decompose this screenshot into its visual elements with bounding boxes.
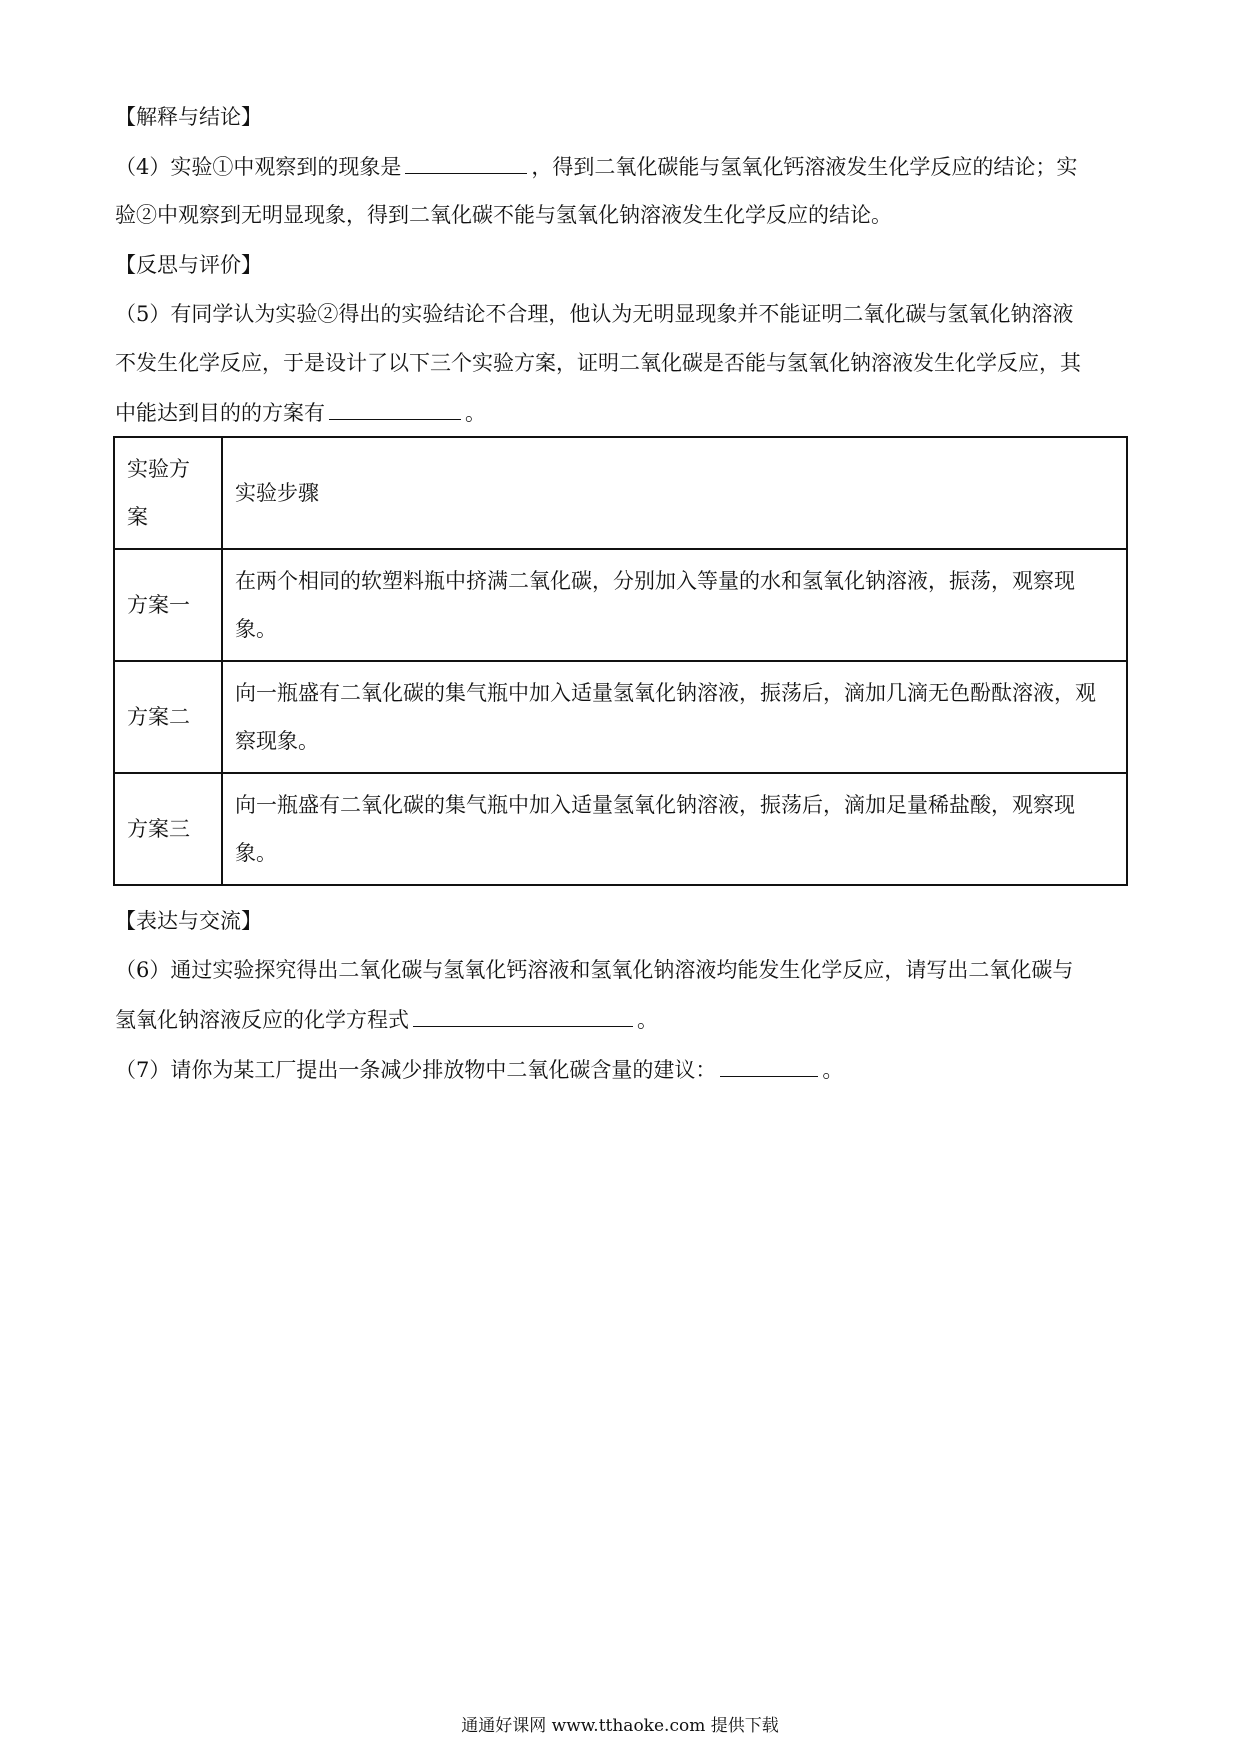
question-6-line-2	[115, 1004, 1125, 1035]
q5-prefix: 中能达到目的的方案有	[115, 401, 325, 425]
question-5-line-2: 不发生化学反应，于是设计了以下三个实验方案，证明二氧化碳是否能与氢氧化钠溶液发生化学反应，其	[115, 351, 1081, 375]
plan-name-cell: 方案一	[114, 549, 222, 661]
question-6-line-1: （6）通过实验探究得出二氧化碳与氢氧化钙溶液和氢氧化钠溶液均能发生化学反应，请写出二氧化碳与	[115, 958, 1074, 982]
section-heading-express: 【表达与交流】	[115, 909, 262, 933]
q7-answer-blank[interactable]	[720, 1054, 818, 1077]
q5-answer-blank[interactable]	[329, 397, 461, 420]
q7-suffix: 。	[822, 1058, 844, 1082]
plan-steps-cell: 在两个相同的软塑料瓶中挤满二氧化碳，分别加入等量的水和氢氧化钠溶液，振荡，观察现象。	[222, 549, 1127, 661]
table-row	[114, 661, 1127, 773]
table-header-row	[114, 437, 1127, 549]
header-steps-cell: 实验步骤	[222, 437, 1127, 549]
question-5-line-3	[115, 397, 1125, 428]
question-4-line-1	[115, 151, 1125, 182]
q5-suffix: 。	[465, 401, 486, 425]
plan-steps-cell: 向一瓶盛有二氧化碳的集气瓶中加入适量氢氧化钠溶液，振荡后，滴加几滴无色酚酞溶液，观察现象。	[222, 661, 1127, 773]
question-7-line	[115, 1054, 1125, 1085]
q4-suffix: ，得到二氧化碳能与氢氧化钙溶液发生化学反应的结论；实	[531, 155, 1078, 179]
q6-prefix: 氢氧化钠溶液反应的化学方程式	[115, 1008, 409, 1032]
q7-prefix: （7）请你为某工厂提出一条减少排放物中二氧化碳含量的建议：	[115, 1058, 717, 1082]
question-5-line-1: （5）有同学认为实验②得出的实验结论不合理，他认为无明显现象并不能证明二氧化碳与氢氧化钠溶液	[115, 302, 1074, 326]
question-4-line-2: 验②中观察到无明显现象，得到二氧化碳不能与氢氧化钠溶液发生化学反应的结论。	[115, 203, 892, 227]
plan-steps-cell: 向一瓶盛有二氧化碳的集气瓶中加入适量氢氧化钠溶液，振荡后，滴加足量稀盐酸，观察现象。	[222, 773, 1127, 885]
experiment-plans-table	[113, 436, 1128, 886]
plan-name-cell: 方案三	[114, 773, 222, 885]
plan-name-cell: 方案二	[114, 661, 222, 773]
page-footer: 通通好课网 www.tthaoke.com 提供下载	[461, 1716, 779, 1736]
q6-suffix: 。	[637, 1008, 658, 1032]
table-row	[114, 549, 1127, 661]
section-heading-reflect: 【反思与评价】	[115, 253, 262, 277]
q6-answer-blank[interactable]	[413, 1004, 633, 1027]
table-row	[114, 773, 1127, 885]
header-plan-cell: 实验方案	[114, 437, 222, 549]
section-heading-explain: 【解释与结论】	[115, 105, 262, 129]
q4-prefix: （4）实验①中观察到的现象是	[115, 155, 402, 179]
q4-answer-blank[interactable]	[405, 151, 527, 174]
